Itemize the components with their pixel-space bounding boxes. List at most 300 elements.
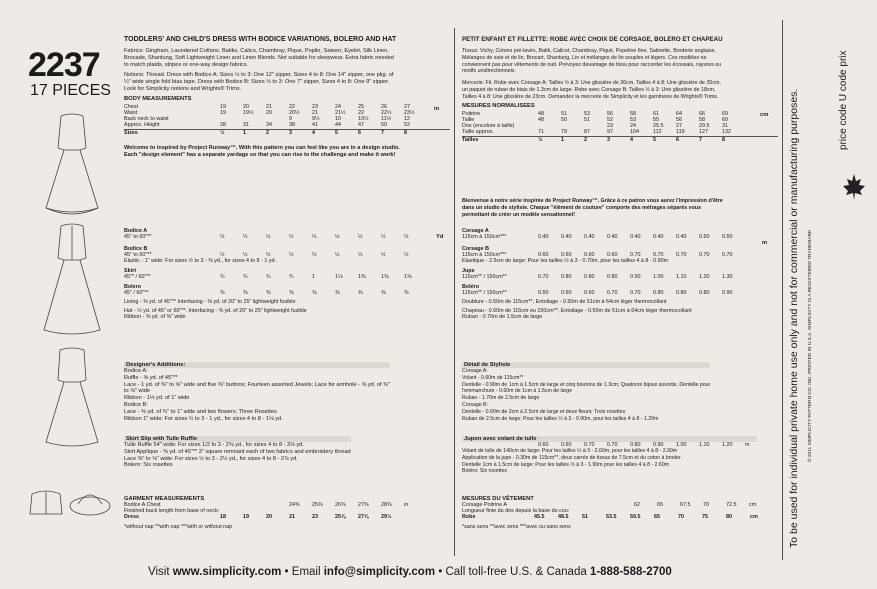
- mesure-value: 119: [676, 129, 685, 135]
- mesure-value: 127: [699, 129, 708, 135]
- skirt-slip-heading: Skirt Slip with Tulle Ruffle: [124, 436, 351, 442]
- measurement-value: 20: [243, 104, 249, 110]
- mesure-value: 48: [538, 117, 544, 123]
- mesure-value: 53: [630, 117, 636, 123]
- garment-value: 23: [312, 514, 318, 520]
- vetement-value: 45.5: [534, 514, 545, 520]
- yardage-sub: 45"* / 60"**: [124, 274, 151, 280]
- metrage-value: 0.60: [561, 290, 572, 296]
- metrage-value: 0.70: [630, 290, 641, 296]
- notions-line: Look for Simplicity notions and Wrights® Trims.: [124, 85, 242, 92]
- measurement-value: 26: [381, 104, 387, 110]
- hat-sketch: [70, 495, 110, 515]
- yardage-sub: 45" / 60"**: [124, 290, 149, 296]
- jupon-line: Volant de tulle de 140cm de large: Pour les tailles ½ à 3 - 2.60m, pour les tailles 4 à 8 - 2.90m: [462, 448, 678, 454]
- mesure-value: 61: [653, 111, 659, 117]
- garment-value: 28⅜: [381, 502, 392, 508]
- measurement-row: [124, 122, 450, 128]
- hat-line: Hat - ½ yd. of 45" or 60"**. Interfacing - ⅜ yd. of 20" to 25" lightweight fusible: [124, 308, 307, 314]
- measurement-value: 24: [335, 104, 341, 110]
- tissus-line: conviennent pas pour vêtements de nuit. Prévoyez davantage de tissu pour raccorder les écossais, rayures ou: [462, 61, 722, 68]
- metrage-value: 0.80: [607, 274, 618, 280]
- detail-line: l'emmanchure - 0.60m de 1cm à 1.5cm de large: [462, 388, 572, 395]
- vetement-heading: MESURES DU VÊTEMENT: [462, 496, 534, 502]
- yardage-row: [124, 290, 450, 296]
- yardage-sub: 45" to 60"**: [124, 252, 152, 258]
- notions-line: Notions: Thread. Dress with Bodice A: Sizes ½ to 3: One 12" zipper, Sizes 4 to 8: One 14" zipper, one pkg. of: [124, 72, 394, 78]
- unit-yd: Yd: [436, 234, 444, 240]
- metrage-value: 0.80: [561, 274, 572, 280]
- skirt-slip-line: Tulle Ruffle 54" wide: For sizes 1/2 to 3 - 2⅝ yd., for sizes 4 to 8 - 3⅛ yd.: [124, 442, 304, 448]
- mesure-value: 104: [630, 129, 639, 135]
- metrage-label: Corsage A: [462, 228, 489, 234]
- yardage-value: ½: [266, 252, 271, 258]
- garment-value: 25⅜: [312, 502, 323, 508]
- email-link[interactable]: info@simplicity.com: [323, 566, 436, 578]
- metrage-row: [462, 290, 778, 296]
- mesure-value: 58: [630, 111, 636, 117]
- jupon-line: Dentelle 1cm à 1.5cm de large: Pour les tailles ½ à 3 - 1.90m pour les tailles 4 à 8 - 2.60m: [462, 461, 670, 468]
- measurement-value: 19½: [243, 110, 254, 116]
- yardage-sub: 45" to 60"**: [124, 234, 152, 240]
- garment-value: 27⅝: [358, 514, 369, 520]
- jupon-value: 0.70: [607, 442, 618, 448]
- mesure-label: Dos (encolure à taille): [462, 123, 515, 129]
- tailles-row: [462, 136, 778, 143]
- vetement-robe-row: [462, 514, 780, 520]
- garment-value: 21: [289, 514, 295, 520]
- designer-line: Ribbon - 1⅛ yd. of 1" wide: [124, 395, 190, 402]
- metrage-value: 1.30: [722, 274, 733, 280]
- column-divider: [454, 28, 455, 556]
- metrage-value: 0.70: [538, 274, 549, 280]
- bienvenue-line: dans un studio de styliste. Chaque "élément de couture" comporte des métrages séparés vous: [462, 204, 702, 211]
- vetement-value: 70: [678, 514, 684, 520]
- contact-footer: [148, 566, 672, 578]
- measurement-value: 9½: [312, 116, 320, 122]
- yardage-value: ⅜: [266, 290, 271, 296]
- detail-line: Corsage B:: [462, 401, 488, 408]
- metrage-sub: Elastique - 2.5cm de large: Pour les tailles ½ à 3 - 0.70m, pour les tailles 4 à 8 - 0.90m: [462, 258, 669, 264]
- measurement-value: 21½: [335, 110, 346, 116]
- bienvenue-line: Bienvenue à notre série inspirée de Project Runway™. Grâce à ce patron vous aurez l'impression d'être: [462, 198, 723, 204]
- yardage-value: 1⅛: [335, 274, 343, 280]
- yardage-row: [124, 234, 450, 240]
- vetement-value: 59.5: [630, 514, 641, 520]
- garment-value: 18: [220, 514, 226, 520]
- jupon-value: 0.60: [561, 442, 572, 448]
- jupon-block: [462, 436, 757, 475]
- yardage-value: 1⅝: [404, 274, 412, 280]
- measurement-label: Back neck to waist: [124, 116, 169, 122]
- metrage-value: 1.10: [676, 274, 687, 280]
- mesure-value: 48: [538, 111, 544, 117]
- size-value: 5: [335, 130, 338, 136]
- yardage-value: ½: [404, 252, 409, 258]
- metrage-value: 0.50: [699, 234, 710, 240]
- tissus-line: motifs unidirectionnels.: [462, 68, 516, 75]
- detail-line: Corsage A:: [462, 368, 488, 374]
- garment-line: Finished back length from base of neck:: [124, 508, 220, 514]
- vetement-value: 65: [657, 502, 663, 508]
- garment-heading: GARMENT MEASUREMENTS: [124, 496, 205, 502]
- yardage-label: Bolero: [124, 284, 142, 290]
- size-value: 6: [358, 130, 361, 136]
- vetement-value: 62: [634, 502, 640, 508]
- fabrics-line: Fabrics: Gingham, Laundered Cottons, Batiks, Calico, Chambray, Pique, Poplin, Sateen, Eyelet, Silk Linen,: [124, 48, 389, 54]
- measurement-value: 20: [266, 110, 272, 116]
- yardage-value: ½: [335, 252, 340, 258]
- yardage-value: ½: [358, 234, 363, 240]
- metrages-table: [462, 222, 778, 320]
- metrage-value: 0.60: [561, 252, 572, 258]
- yardage-value: ½: [243, 234, 248, 240]
- french-title: PETIT ENFANT ET FILLETTE: ROBE AVEC CHOIX DE CORSAGE, BOLERO ET CHAPEAU: [462, 36, 723, 43]
- metrage-value: 0.80: [584, 274, 595, 280]
- ruban-line: Ruban - 0.70m de 1.5cm de large: [462, 314, 543, 320]
- jupon-value: 1.00: [676, 442, 687, 448]
- metrage-label: Jupe: [462, 268, 475, 274]
- yardage-sub: Elastic - 1" wide: For sizes ½ to 3 - ⅜ yd., for sizes 4 to 8 - 1 yd.: [124, 258, 277, 264]
- fabrics-line: Brocade, Shantung, Soft Lightweight Linen and Linen Blends. Not suitable for sleepwear. Extra fabric needed: [124, 54, 394, 61]
- mesure-value: 112: [653, 129, 662, 135]
- tissus-line: Tissus: Vichy, Cotons pré-lavés, Batik, Calicot, Chambray, Piqué, Popeline fine, Satinette, Broderie anglaise,: [462, 48, 716, 54]
- yardage-value: ⅜: [312, 290, 317, 296]
- designer-line: Lace - ⅜ yd. of ¾" to 1" wide and two flowers; Three Rosettes: [124, 408, 277, 415]
- unit-in: in: [434, 106, 440, 112]
- garment-value: 25⅞: [335, 514, 346, 520]
- designer-line: Bodice B:: [124, 401, 148, 408]
- size-value: 3: [289, 130, 292, 136]
- measurement-value: 22: [289, 104, 295, 110]
- jupon-heading: Jupon avec volant de tulle: [462, 436, 757, 442]
- measurement-value: 21: [266, 104, 272, 110]
- metrage-value: 0.70: [653, 252, 664, 258]
- notions-block: [124, 72, 393, 92]
- jupon-line: Boléro: Six rosettes: [462, 468, 507, 475]
- footer-email-prefix: • Email: [281, 566, 324, 578]
- metrage-value: 1.20: [699, 274, 710, 280]
- yardage-value: 1⅜: [381, 274, 389, 280]
- metrage-value: 0.80: [653, 290, 664, 296]
- mesure-value: 24: [630, 123, 636, 129]
- dress-sketch-back: [44, 224, 100, 334]
- mercerie-block: [462, 80, 721, 100]
- jupon-value: 0.70: [584, 442, 595, 448]
- mesure-row: [462, 129, 778, 135]
- skirt-slip-line: Lace ⅜" to ⅝" wide: For sizes ½ to 3 - 2½ yd., for sizes 4 to 8 - 2⅞ yd.: [124, 455, 298, 462]
- metrage-value: 0.60: [584, 252, 595, 258]
- size-value: 1: [243, 130, 246, 136]
- vetement-value: cm: [749, 502, 757, 508]
- size-value: 8: [404, 130, 407, 136]
- metrage-value: 0.60: [607, 252, 618, 258]
- mesure-value: 29.5: [699, 123, 710, 129]
- garment-measurements: [124, 496, 450, 530]
- measurement-value: 22½: [381, 110, 392, 116]
- mesure-value: 25.5: [653, 123, 664, 129]
- skirt-slip-block: [124, 436, 351, 469]
- english-title: TODDLERS' AND CHILD'S DRESS WITH BODICE VARIATIONS, BOLERO AND HAT: [124, 36, 397, 43]
- yardage-value: ½: [358, 252, 363, 258]
- detail-line: Dentelle - 0.60m de 2cm à 2.5cm de large et deux fleurs; Trois rosettes: [462, 408, 626, 415]
- mesure-value: 53: [584, 111, 590, 117]
- chapeau-line: Chapeau - 0.60m de 115cm ou 150cm**, Entoilage - 0.50m de 51cm à 64cm léger thermocollant: [462, 308, 692, 314]
- metrage-value: 0.70: [699, 252, 710, 258]
- mercerie-line: un paquet de ruban de biais de 1.3cm de large. Robe avec Corsage B: Tailles ½ à 3: Une glissière de 18cm,: [462, 86, 716, 93]
- yardage-value: ½: [220, 252, 225, 258]
- copyright-text: © 2011 SIMPLICITY PATTERN CO. INC. PRINTED IN U.S.A. SIMPLICITY IS A REGISTERED TRADEMARK: [808, 229, 813, 462]
- yardage-label: Skirt: [124, 268, 136, 274]
- bienvenue-block: [462, 198, 723, 218]
- measurement-label: Chest: [124, 104, 139, 110]
- mesure-value: 50: [561, 117, 567, 123]
- jupon-value: 1.10: [699, 442, 710, 448]
- mesures-table: [462, 111, 778, 143]
- mesure-value: 60: [722, 117, 728, 123]
- measurement-value: 19: [220, 104, 226, 110]
- english-footnote: *without nap **with nap ***with or without nap: [124, 524, 233, 530]
- doublure-line: Doublure - 0.50m de 115cm**, Entoilage - 0.50m de 51cm à 64cm léger thermocollant: [462, 299, 667, 305]
- metrage-value: 0.40: [630, 234, 641, 240]
- size-value: ½: [220, 130, 225, 136]
- measurement-value: 9: [289, 116, 292, 122]
- vetement-value: 70: [703, 502, 709, 508]
- vetement-value: cm: [750, 514, 758, 520]
- yardage-value: ½: [404, 234, 409, 240]
- metrage-value: 0.40: [538, 234, 549, 240]
- metrage-sub: 115cm** / 150cm**: [462, 274, 507, 280]
- yardage-value: ½: [266, 234, 271, 240]
- jupon-value: 1.20: [722, 442, 733, 448]
- yardage-table: [124, 222, 450, 320]
- metrage-value: 1.00: [653, 274, 664, 280]
- measurement-value: 10: [335, 116, 341, 122]
- mesure-value: 97: [607, 129, 613, 135]
- measurement-value: 28: [220, 122, 226, 128]
- yardage-value: 1: [312, 274, 315, 280]
- garment-value: 19: [243, 514, 249, 520]
- metrage-sub: 115cm à 150cm***: [462, 234, 507, 240]
- mesure-value: 66: [699, 111, 705, 117]
- mesure-value: 64: [676, 111, 682, 117]
- metrage-row: [462, 274, 778, 280]
- yardage-value: ½: [289, 252, 294, 258]
- garment-value: 20: [266, 514, 272, 520]
- fabrics-block: [124, 48, 394, 68]
- jupon-value: 0.60: [538, 442, 549, 448]
- designer-line: Ruffle - ⅝ yd. of 45"**: [124, 374, 178, 381]
- yardage-value: ¾: [266, 274, 271, 280]
- lining-line: Lining - ⅜ yd. of 45"** Interfacing - ⅜ yd. of 20" to 25" lightweight fusible: [124, 299, 296, 305]
- vetement-value: 48.5: [558, 514, 569, 520]
- metrage-value: 0.40: [653, 234, 664, 240]
- mesure-value: 69: [722, 111, 728, 117]
- yardage-value: ⅜: [220, 290, 225, 296]
- measurement-value: 27: [404, 104, 410, 110]
- yardage-value: ½: [312, 234, 317, 240]
- metrage-value: 0.60: [584, 290, 595, 296]
- vetement-value: 72.5: [726, 502, 737, 508]
- metrage-value: 0.60: [538, 252, 549, 258]
- yardage-value: ½: [220, 234, 225, 240]
- taille-value: 6: [676, 137, 679, 143]
- garment-value: 29½: [381, 514, 392, 520]
- yardage-value: ⅜: [381, 290, 386, 296]
- measurement-value: 23: [312, 104, 318, 110]
- metrage-row: [462, 258, 778, 264]
- yardage-label: Bodice B: [124, 246, 148, 252]
- measurement-value: 20½: [289, 110, 300, 116]
- measurement-value: 31: [243, 122, 249, 128]
- skirt-slip-line: Bolero: Six rosettes: [124, 462, 173, 469]
- tailles-label: Tailles: [462, 137, 479, 143]
- mesure-value: 58: [699, 117, 705, 123]
- metrage-label: Boléro: [462, 284, 480, 290]
- designer-line: Lace - 1 yd. of ⅜" to ⅝" wide and five ⅜" buttons; Fourteen assorted Jewels; Lace for armhole - ⅝ yd. of ⅜": [124, 381, 390, 388]
- garment-line: Bodice A Chest: [124, 502, 161, 508]
- mesure-label: Taille: [462, 117, 475, 123]
- metrage-value: 0.70: [630, 252, 641, 258]
- detail-line: Ruban - 1.70m de 2.5cm de large: [462, 395, 540, 402]
- fabrics-line: to match plaids, stripes or one-way design fabrics.: [124, 61, 249, 68]
- sizes-label: Sizes: [124, 130, 138, 136]
- measurement-label: Waist: [124, 110, 138, 116]
- welcome-line: Welcome to inspired by Project Runway™. With this pattern you can feel like you are in a design studio.: [124, 145, 400, 151]
- mesure-value: 56: [607, 111, 613, 117]
- mesure-value: 132: [722, 129, 731, 135]
- metrage-value: 0.40: [676, 234, 687, 240]
- metrage-sub: 115cm** / 150cm**: [462, 290, 507, 296]
- metrage-value: 0.70: [676, 252, 687, 258]
- measurement-value: 22: [358, 110, 364, 116]
- yardage-value: ¾: [220, 274, 225, 280]
- measurement-value: 12: [404, 116, 410, 122]
- technical-sketches: [26, 108, 118, 528]
- mesure-value: 55: [653, 117, 659, 123]
- jupon-value: 0.80: [630, 442, 641, 448]
- taille-value: 7: [699, 137, 702, 143]
- detail-line: Volant - 0.60m de 115cm**: [462, 374, 524, 381]
- taille-value: 5: [653, 137, 656, 143]
- body-measurements-table: [124, 104, 450, 136]
- size-value: 4: [312, 130, 315, 136]
- designer-additions: [124, 362, 390, 422]
- vetement-value: 51: [582, 514, 588, 520]
- jupon-line: Application de la jupe - 0.30m de 115cm**, deux carrés de tissus de 7.5cm et du coton à broder: [462, 454, 681, 461]
- size-value: 2: [266, 130, 269, 136]
- welcome-block: [124, 145, 400, 159]
- measurement-value: 25: [358, 104, 364, 110]
- metrage-value: 0.80: [699, 290, 710, 296]
- yardage-row: [124, 258, 450, 264]
- metrage-value: 0.70: [722, 252, 733, 258]
- measurement-value: 11½: [381, 116, 392, 122]
- mesure-value: 87: [584, 129, 590, 135]
- dress-sketch-bodice-b: [46, 348, 98, 446]
- detail-styliste: [462, 362, 710, 422]
- detail-line: Dentelle - 0.90m de 1cm à 1.5cm de large et cinq boutons de 1.3cm; Quatorze bijoux assortis. Dentelle pour: [462, 381, 711, 388]
- taille-value: 4: [630, 137, 633, 143]
- metrage-row: [462, 234, 778, 240]
- jupon-value: 0.90: [653, 442, 664, 448]
- piece-count: 17 PIECES: [30, 82, 111, 99]
- garment-dress-row: [124, 514, 450, 520]
- unit-m: m: [762, 240, 768, 246]
- notions-line: ¼" wide single fold bias tape. Dress with Bodice B: Sizes ½ to 3: One 7" zipper, Sizes 4 to 8: One 9" zipper.: [124, 78, 390, 85]
- measurement-value: 10½: [358, 116, 369, 122]
- designer-heading: Designer's Additions:: [124, 362, 390, 368]
- taille-value: 1: [561, 137, 564, 143]
- yardage-value: ½: [289, 234, 294, 240]
- garment-value: in: [404, 502, 409, 508]
- measurement-value: 44: [335, 122, 341, 128]
- yardage-label: Bodice A: [124, 228, 148, 234]
- maple-leaf-icon: [840, 172, 868, 202]
- metrage-value: 0.90: [722, 290, 733, 296]
- detail-line: Ruban de 2.5cm de large: Pour les tailles ½ à 3 - 0.90m, pour les tailles 4 à 8 - 1.20m: [462, 415, 659, 422]
- tissus-line: Mélanges de soie et de lin, Brocart, Shantung, Lin et mélanges de lin souples et légers. Ces modèles ne: [462, 54, 707, 61]
- mesures-heading: MESURES NORMALISEES: [462, 103, 535, 109]
- vetement-value: 65: [654, 514, 660, 520]
- mesure-value: 51: [561, 111, 567, 117]
- vetement-value: 53.5: [606, 514, 617, 520]
- mesure-value: 71: [538, 129, 544, 135]
- metrage-value: 0.40: [607, 234, 618, 240]
- website-link[interactable]: www.simplicity.com: [172, 566, 282, 578]
- measurement-label: Approx. Height: [124, 122, 160, 128]
- measurement-value: 50: [381, 122, 387, 128]
- mesure-value: 51: [584, 117, 590, 123]
- yardage-value: ¾: [289, 274, 294, 280]
- measurement-value: 38: [289, 122, 295, 128]
- price-code: price code U code prix: [838, 50, 849, 150]
- vetement-line: Corsage Poitrine A: [462, 502, 507, 508]
- metrage-value: 0.40: [561, 234, 572, 240]
- vetement-value: 80: [726, 514, 732, 520]
- garment-value: 24⅜: [289, 502, 300, 508]
- garment-value: 27⅜: [358, 502, 369, 508]
- phone-number[interactable]: 1-888-588-2700: [589, 566, 672, 578]
- taille-value: 8: [722, 137, 725, 143]
- vetement-line: Robe: [462, 514, 476, 520]
- mesure-label: Taille approx.: [462, 129, 494, 135]
- yardage-value: ⅜: [358, 290, 363, 296]
- designer-line: to ⅝" wide: [124, 388, 150, 395]
- dress-sketch-front: [46, 114, 98, 214]
- yardage-value: ½: [381, 234, 386, 240]
- mesure-value: 31: [722, 123, 728, 129]
- yardage-value: ⅜: [404, 290, 409, 296]
- body-measurements-heading: BODY MEASUREMENTS: [124, 96, 192, 102]
- metrage-value: 0.70: [607, 290, 618, 296]
- mercerie-line: Tailles 4 à 8: Une glissière de 23cm. Demandez la mercerie de Simplicity et les garnitures de Wrights® Trims.: [462, 93, 719, 100]
- yardage-value: ½: [243, 252, 248, 258]
- french-footnote: *sans sens **avec sens ***avec ou sans sens: [462, 524, 571, 530]
- size-value: 7: [381, 130, 384, 136]
- yardage-value: ½: [381, 252, 386, 258]
- mesures-vetement: [462, 496, 780, 530]
- home-use-disclaimer: To be used for individual private home use only and not for commercial or manufacturing purposes.: [788, 88, 800, 548]
- tissus-block: [462, 48, 721, 75]
- footer-call-prefix: • Call toll-free U.S. & Canada: [435, 566, 590, 578]
- measurement-value: 41: [312, 122, 318, 128]
- metrage-value: 0.80: [676, 290, 687, 296]
- metrage-label: Corsage B: [462, 246, 489, 252]
- yardage-value: ½: [312, 252, 317, 258]
- detail-heading: Détail de Styliste: [462, 362, 710, 368]
- yardage-value: 1⅜: [358, 274, 366, 280]
